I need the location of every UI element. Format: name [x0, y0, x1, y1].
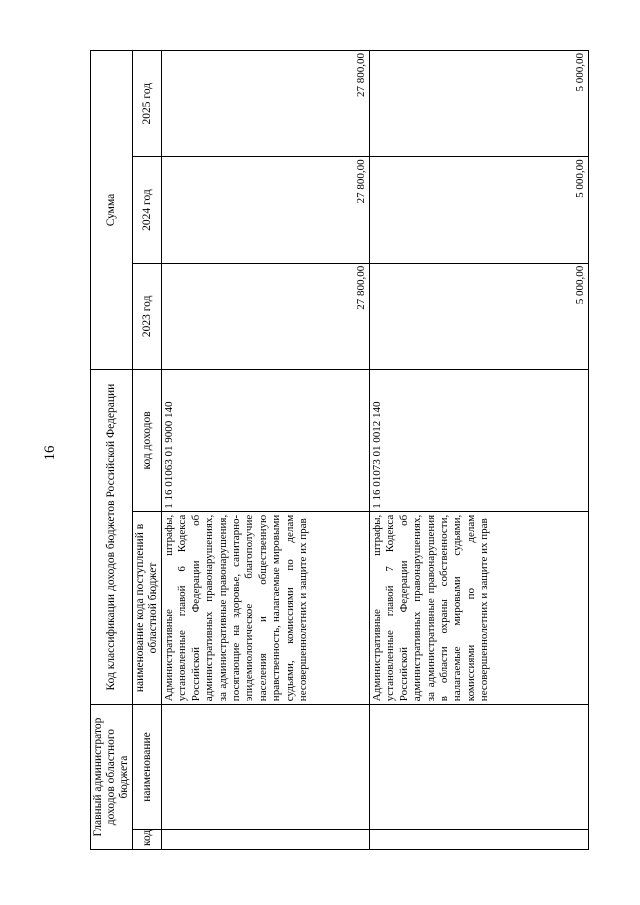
cell-admin-code [370, 829, 589, 849]
header-code: код [133, 829, 162, 849]
cell-income-code: 1 16 01063 01 9000 140 [162, 370, 370, 512]
cell-2024: 27 800,00 [162, 157, 370, 263]
cell-2025: 27 800,00 [162, 51, 370, 157]
header-2025: 2025 год [133, 51, 162, 157]
cell-income-code: 1 16 01073 01 0012 140 [370, 370, 589, 512]
table-row [370, 51, 589, 850]
cell-admin-name [162, 705, 370, 830]
rotated-table-container [90, 50, 586, 850]
cell-2023: 5 000,00 [370, 263, 589, 369]
header-row-sub [133, 51, 162, 850]
header-income-name: наименование кода поступлений в областной бюджет [133, 511, 162, 704]
cell-admin-name [370, 705, 589, 830]
cell-2025: 5 000,00 [370, 51, 589, 157]
header-admin: Главный администратор доходов областного бюджета [91, 705, 133, 850]
header-classification: Код классификации доходов бюджетов Российской Федерации [91, 370, 133, 705]
header-2024: 2024 год [133, 157, 162, 263]
cell-description: Административные штрафы, установленные главой 7 Кодекса Российской Федерации об административных правонарушениях, за административные правонарушения в области охраны собственности, налагаемые мировыми судьями, комиссиями по делам несовершеннолетних и защите их прав [370, 511, 589, 704]
cell-description: Административные штрафы, установленные главой 6 Кодекса Российской Федерации об административных правонарушениях, за административные правонарушения, посягающие на здоровье, санитарно-эпидемиологическое благополучие населения и общественную нравственность, налагаемые мировыми судьями, комиссиями по делам несовершеннолетних и защите их прав [162, 511, 370, 704]
page-number: 16 [42, 445, 58, 461]
header-name: наименование [133, 705, 162, 830]
cell-2023: 27 800,00 [162, 263, 370, 369]
header-sum: Сумма [91, 51, 133, 370]
header-income-code: код доходов [133, 370, 162, 512]
cell-admin-code [162, 829, 370, 849]
header-2023: 2023 год [133, 263, 162, 369]
revenue-table [90, 50, 589, 850]
header-row-top [91, 51, 133, 850]
table-row [162, 51, 370, 850]
cell-2024: 5 000,00 [370, 157, 589, 263]
